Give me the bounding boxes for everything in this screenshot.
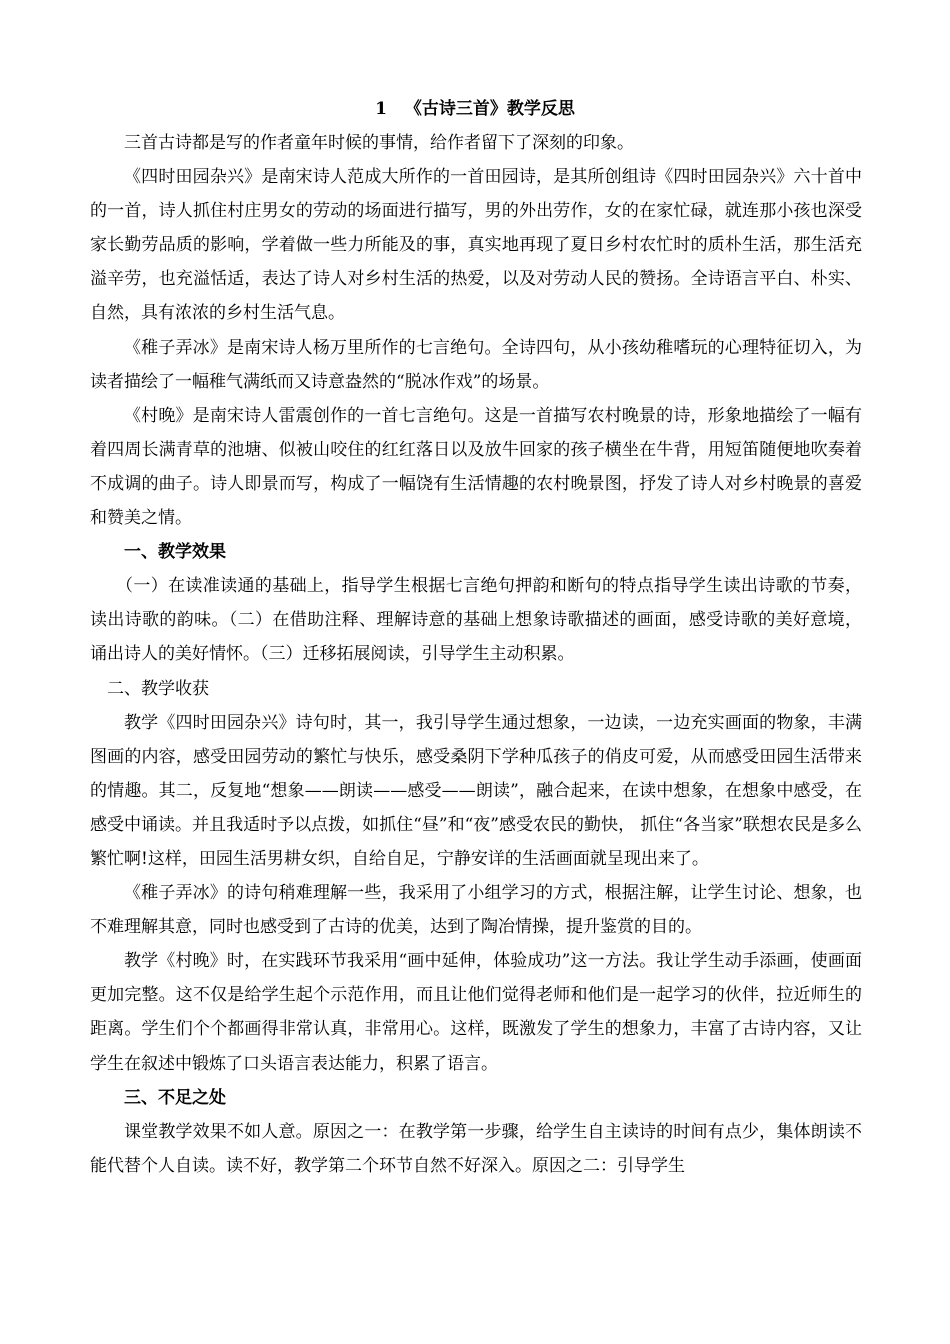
paragraph-poem-1: 《四时田园杂兴》是南宋诗人范成大所作的一首田园诗，是其所创组诗《四时田园杂兴》六十首中的一首，诗人抓住村庄男女的劳动的场面进行描写，男的外出劳作，女的在家忙碌，就连那小孩也深受家长勤劳品质的影响，学着做一些力所能及的事，真实地再现了夏日乡村农忙时的质朴生活，那生活充溢辛劳，也充溢恬适，表达了诗人对乡村生活的热爱，以及对劳动人民的赞扬。全诗语言平白、朴实、自然，具有浓浓的乡村生活气息。 — [90, 167, 862, 324]
section-heading-shortcomings: 三、不足之处 — [124, 1087, 226, 1108]
paragraph-shortcomings: 课堂教学效果不如人意。原因之一：在教学第一步骤，给学生自主读诗的时间有点少，集体朗读不能代替个人自读。读不好，教学第二个环节自然不好深入。原因之二：引导学生 — [90, 1121, 862, 1176]
paragraph-poem-3: 《村晚》是南宋诗人雷震创作的一首七言绝句。这是一首描写农村晚景的诗，形象地描绘了一幅有着四周长满青草的池塘、似被山咬住的红红落日以及放牛回家的孩子横坐在牛背，用短笛随便地吹奏着不成调的曲子。诗人即景而写，构成了一幅饶有生活情趣的农村晚景图，抒发了诗人对乡村晚景的喜爱和赞美之情。 — [90, 405, 862, 529]
title-number: 1 — [375, 99, 387, 119]
paragraph-gains-1: 教学《四时田园杂兴》诗句时，其一，我引导学生通过想象，一边读，一边充实画面的物象，丰满图画的内容，感受田园劳动的繁忙与快乐，感受桑阴下学种瓜孩子的俏皮可爱，从而感受田园生活带来的情趣。其二，反复地“想象——朗读——感受——朗读”，融合起来，在读中想象，在想象中感受，在感受中诵读。并且我适时予以点拨，如抓住“昼”和“夜”感受农民的勤快， 抓住“各当家”联想农民是多么繁忙啊!这样，田园生活男耕女织，自给自足，宁静安详的生活画面就呈现出来了。 — [90, 712, 862, 869]
paragraph-poem-2: 《稚子弄冰》是南宋诗人杨万里所作的七言绝句。全诗四句，从小孩幼稚嗜玩的心理特征切入，为读者描绘了一幅稚气满纸而又诗意盎然的“脱冰作戏”的场景。 — [90, 337, 862, 392]
section-heading-gains: 二、教学收获 — [107, 678, 209, 699]
document-title — [0, 97, 950, 121]
paragraph-intro: 三首古诗都是写的作者童年时候的事情，给作者留下了深刻的印象。 — [124, 133, 634, 153]
title-text: 《古诗三首》教学反思 — [404, 99, 575, 119]
document-body — [90, 126, 862, 1183]
paragraph-gains-3: 教学《村晚》时，在实践环节我采用“画中延伸，体验成功”这一方法。我让学生动手添画，使画面更加完整。这不仅是给学生起个示范作用，而且让他们觉得老师和他们是一起学习的伙伴，拉近师生的距离。学生们个个都画得非常认真，非常用心。这样，既激发了学生的想象力，丰富了古诗内容，又让学生在叙述中锻炼了口头语言表达能力，积累了语言。 — [90, 951, 862, 1074]
paragraph-effect: （一）在读准读通的基础上，指导学生根据七言绝句押韵和断句的特点指导学生读出诗歌的节奏，读出诗歌的韵味。（二）在借助注释、理解诗意的基础上想象诗歌描述的画面，感受诗歌的美好意境，诵出诗人的美好情怀。（三）迁移拓展阅读，引导学生主动积累。 — [90, 576, 862, 665]
section-heading-effect: 一、教学效果 — [124, 542, 226, 563]
paragraph-gains-2: 《稚子弄冰》的诗句稍难理解一些，我采用了小组学习的方式，根据注解，让学生讨论、想象，也不难理解其意，同时也感受到了古诗的优美，达到了陶冶情操，提升鉴赏的目的。 — [90, 883, 862, 938]
